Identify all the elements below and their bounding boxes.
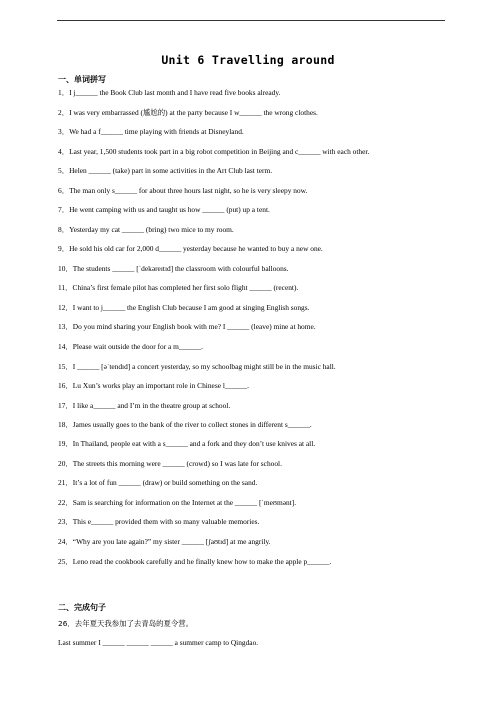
exercise-item — [58, 517, 496, 526]
item-text: Sam is searching for information on the Internet at the ______ [ˈmeʊmənt]. — [72, 498, 297, 507]
item-number: 13． — [58, 322, 73, 331]
item-number: 17． — [58, 401, 73, 410]
item-number: 21． — [58, 478, 73, 487]
item-number: 24． — [58, 537, 73, 546]
item-number: 14． — [58, 342, 73, 351]
exercise-item — [58, 478, 496, 487]
item-number: 15． — [58, 362, 73, 371]
exercise-item — [58, 362, 496, 371]
item-number: 12． — [58, 303, 73, 312]
exercise-item — [58, 186, 496, 195]
exercise-item — [58, 225, 496, 234]
item-text: Do you mind sharing your English book with me? I ______ (leave) mine at home. — [72, 322, 316, 331]
exercise-item — [58, 381, 496, 390]
item-number: 9． — [58, 244, 70, 253]
item-text: I was very embarrassed (尴尬的) at the party because I w______ the wrong clothes. — [69, 108, 318, 117]
item-text: Please wait outside the door for a m______. — [72, 342, 203, 351]
item-text: China’s first female pilot has completed her first solo flight ______ (recent). — [72, 283, 299, 292]
item-text: He sold his old car for 2,000 d______ yesterday because he wanted to buy a new one. — [69, 244, 323, 253]
page-title: Unit 6 Travelling around — [161, 53, 335, 67]
item-text: I want to j______ the English Club because I am good at singing English songs. — [72, 303, 310, 312]
item-text: “Why are you late again?” my sister ______ [ʃaʊtɪd] at me angrily. — [72, 537, 271, 546]
exercise-item — [58, 283, 496, 292]
question-26-prompt: 去年夏天我参加了去青岛的夏令营。 — [74, 619, 194, 628]
item-text: It’s a lot of fun ______ (draw) or build something on the sand. — [72, 478, 258, 487]
exercise-item — [58, 147, 496, 156]
item-text: This e______ provided them with so many valuable memories. — [72, 517, 260, 526]
item-text: I like a______ and I’m in the theatre group at school. — [72, 401, 231, 410]
exercise-item — [58, 557, 496, 566]
header-rule — [57, 20, 445, 21]
item-number: 8． — [58, 225, 70, 234]
item-text: Helen ______ (take) part in some activities in the Art Club last term. — [69, 166, 273, 175]
item-text: James usually goes to the bank of the river to collect stones in different s______. — [72, 420, 312, 429]
item-number: 1． — [58, 88, 70, 97]
exercise-item — [58, 459, 496, 468]
exercise-item — [58, 264, 496, 273]
exercise-item — [58, 303, 496, 312]
item-text: He went camping with us and taught us how ______ (put) up a tent. — [69, 205, 270, 214]
item-text: The streets this morning were ______ (crowd) so I was late for school. — [72, 459, 282, 468]
item-number: 2． — [58, 108, 70, 117]
item-number: 7． — [58, 205, 70, 214]
item-number: 22． — [58, 498, 73, 507]
exercise-item — [58, 127, 496, 136]
section-heading-sentences: 二、完成句子 — [58, 603, 106, 612]
item-text: In Thailand, people eat with a s______ and a fork and they don’t use knives at all. — [72, 439, 316, 448]
exercise-item — [58, 88, 496, 97]
item-number: 10． — [58, 264, 73, 273]
exercise-item — [58, 244, 496, 253]
item-text: I ______ [əˈtendɪd] a concert yesterday, so my schoolbag might still be in the music hall. — [72, 362, 336, 371]
item-number: 25． — [58, 557, 73, 566]
item-number: 3． — [58, 127, 70, 136]
item-text: The students ______ [ˈdekəreɪtɪd] the classroom with colourful balloons. — [72, 264, 289, 273]
item-number: 6． — [58, 186, 70, 195]
question-26-english: Last summer I ______ ______ ______ a summer camp to Qingdao. — [58, 638, 259, 647]
question-number: 26． — [58, 619, 75, 628]
item-number: 20． — [58, 459, 73, 468]
item-number: 5． — [58, 166, 70, 175]
item-number: 18． — [58, 420, 73, 429]
exercise-item — [58, 322, 496, 331]
item-text: Leno read the cookbook carefully and he finally knew how to make the apple p______. — [72, 557, 332, 566]
section-heading-spelling: 一、单词拼写 — [58, 75, 106, 84]
exercise-item — [58, 166, 496, 175]
item-text: The man only s______ for about three hours last night, so he is very sleepy now. — [69, 186, 308, 195]
item-number: 23． — [58, 517, 73, 526]
exercise-item — [58, 401, 496, 410]
exercise-item — [58, 420, 496, 429]
item-number: 19． — [58, 439, 73, 448]
exercise-item — [58, 108, 496, 117]
item-text: I j______ the Book Club last month and I have read five books already. — [69, 88, 281, 97]
item-text: Yesterday my cat ______ (bring) two mice to my room. — [69, 225, 234, 234]
exercise-item — [58, 439, 496, 448]
item-text: Lu Xun’s works play an important role in Chinese l______. — [72, 381, 249, 390]
item-text: We had a f______ time playing with friends at Disneyland. — [69, 127, 244, 136]
exercise-item — [58, 205, 496, 214]
exercise-item — [58, 342, 496, 351]
exercise-item — [58, 537, 496, 546]
question-26-chinese — [58, 618, 193, 629]
item-number: 4． — [58, 147, 70, 156]
exercise-item — [58, 498, 496, 507]
item-text: Last year, 1,500 students took part in a big robot competition in Beijing and c______ with each other. — [69, 147, 370, 156]
item-number: 16． — [58, 381, 73, 390]
item-number: 11． — [58, 283, 73, 292]
